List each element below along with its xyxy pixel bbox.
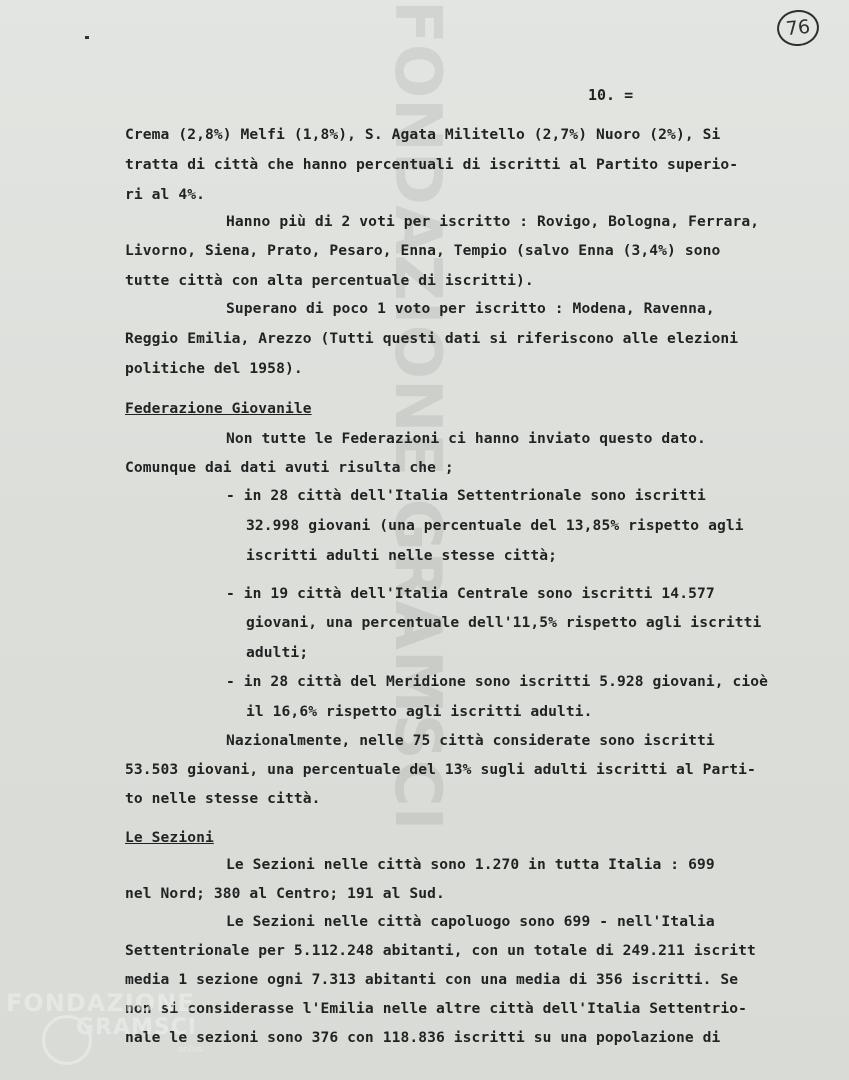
- text-line: Le Sezioni nelle città capoluogo sono 699 - nell'Italia: [226, 913, 715, 930]
- foundation-logo: [6, 985, 216, 1065]
- text-line: Nazionalmente, nelle 75 città considerate sono iscritti: [226, 732, 715, 749]
- section-heading: Federazione Giovanile: [125, 400, 312, 417]
- text-line: adulti;: [246, 644, 309, 661]
- text-line: media 1 sezione ogni 7.313 abitanti con una media di 356 iscritti. Se: [125, 971, 739, 988]
- text-line: 53.503 giovani, una percentuale del 13% sugli adulti iscritti al Parti-: [125, 761, 756, 778]
- text-line: Non tutte le Federazioni ci hanno inviato questo dato.: [226, 430, 706, 447]
- page-number: 10. =: [588, 86, 634, 104]
- text-line: giovani, una percentuale dell'11,5% rispetto agli iscritti: [246, 614, 762, 631]
- text-line: nel Nord; 380 al Centro; 191 al Sud.: [125, 885, 445, 902]
- text-line: non si considerasse l'Emilia nelle altre città dell'Italia Settentrio-: [125, 1000, 748, 1017]
- text-line: Reggio Emilia, Arezzo (Tutti questi dati si riferiscono alle elezioni: [125, 330, 739, 347]
- logo-text: GRAMSCI: [76, 1015, 198, 1040]
- text-line: politiche del 1958).: [125, 360, 303, 377]
- text-line: tratta di città che hanno percentuali di iscritti al Partito superio-: [125, 156, 739, 173]
- ink-mark: [85, 36, 89, 39]
- text-line: Comunque dai dati avuti risulta che ;: [125, 459, 454, 476]
- text-line: 32.998 giovani (una percentuale del 13,85% rispetto agli: [246, 517, 744, 534]
- text-line: iscritti adulti nelle stesse città;: [246, 547, 558, 564]
- text-line: tutte città con alta percentuale di iscritti).: [125, 272, 534, 289]
- text-line: nale le sezioni sono 376 con 118.836 iscritti su una popolazione di: [125, 1029, 721, 1046]
- text-line: Livorno, Siena, Prato, Pesaro, Enna, Tempio (salvo Enna (3,4%) sono: [125, 242, 721, 259]
- logo-text: FONDAZIONE: [6, 989, 195, 1017]
- text-line: Settentrionale per 5.112.248 abitanti, con un totale di 249.211 iscritt: [125, 942, 756, 959]
- text-line: Superano di poco 1 voto per iscritto : Modena, Ravenna,: [226, 300, 715, 317]
- text-line: Crema (2,8%) Melfi (1,8%), S. Agata Militello (2,7%) Nuoro (2%), Si: [125, 126, 721, 143]
- text-line: Hanno più di 2 voti per iscritto : Rovigo, Bologna, Ferrara,: [226, 213, 760, 230]
- section-heading: Le Sezioni: [125, 829, 214, 846]
- logo-text: onlus: [178, 1045, 203, 1055]
- watermark-text: FONDAZIONE GRAMSCI: [380, 0, 454, 831]
- list-item: - in 19 città dell'Italia Centrale sono iscritti 14.577: [226, 585, 715, 602]
- text-line: ri al 4%.: [125, 186, 205, 203]
- list-item: - in 28 città del Meridione sono iscritti 5.928 giovani, cioè: [226, 673, 769, 690]
- text-line: to nelle stesse città.: [125, 790, 321, 807]
- text-line: Le Sezioni nelle città sono 1.270 in tutta Italia : 699: [226, 856, 715, 873]
- archive-page-number: 76: [775, 8, 821, 48]
- list-item: - in 28 città dell'Italia Settentrionale sono iscritti: [226, 487, 706, 504]
- text-line: il 16,6% rispetto agli iscritti adulti.: [246, 703, 593, 720]
